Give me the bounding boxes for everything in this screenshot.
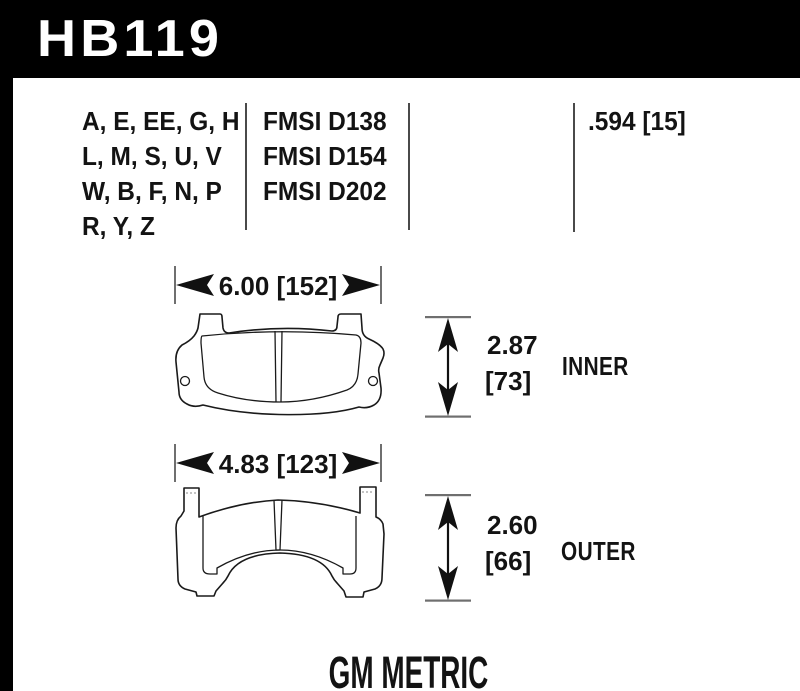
inner-height-mm: [73] bbox=[485, 366, 532, 396]
fmsi-line: FMSI D154 bbox=[263, 141, 387, 171]
backing-plate-outline bbox=[176, 314, 384, 415]
left-border-strip bbox=[0, 0, 13, 691]
compound-codes-line: W, B, F, N, P bbox=[82, 176, 222, 206]
outer-pad-label: OUTER bbox=[561, 536, 636, 566]
fmsi-line: FMSI D202 bbox=[263, 176, 387, 206]
fmsi-line: FMSI D138 bbox=[263, 106, 387, 136]
pad-thickness bbox=[588, 104, 686, 139]
dimension-tick bbox=[174, 444, 176, 482]
dimension-tick bbox=[425, 494, 471, 496]
column-divider bbox=[408, 103, 410, 230]
column-divider bbox=[573, 103, 575, 232]
compound-codes bbox=[82, 104, 240, 244]
outer-height-mm: [66] bbox=[485, 546, 532, 576]
inner-width-value: 6.00 [152] bbox=[218, 271, 338, 301]
dimension-tick bbox=[380, 266, 382, 304]
part-number: HB119 bbox=[37, 10, 224, 68]
column-divider bbox=[245, 103, 247, 230]
dimension-tick bbox=[380, 444, 382, 482]
outer-pad-drawing bbox=[170, 484, 390, 606]
outer-width-value: 4.83 [123] bbox=[218, 449, 338, 479]
inner-pad-drawing bbox=[170, 306, 390, 421]
compound-codes-line: L, M, S, U, V bbox=[82, 141, 222, 171]
inner-height-in: 2.87 bbox=[487, 330, 538, 360]
compound-codes-line: A, E, EE, G, H bbox=[82, 106, 240, 136]
fmsi-numbers bbox=[263, 104, 387, 209]
dimension-tick bbox=[425, 316, 471, 318]
compound-codes-line: R, Y, Z bbox=[82, 211, 155, 241]
outer-height-dimension-arrow bbox=[424, 492, 472, 604]
outer-height-in: 2.60 bbox=[487, 510, 538, 540]
dimension-tick bbox=[174, 266, 176, 304]
pad-thickness-value: .594 [15] bbox=[588, 106, 686, 136]
inner-pad-label: INNER bbox=[562, 351, 629, 381]
application-label: GM METRIC bbox=[328, 647, 489, 691]
inner-height-dimension-arrow bbox=[424, 314, 472, 420]
